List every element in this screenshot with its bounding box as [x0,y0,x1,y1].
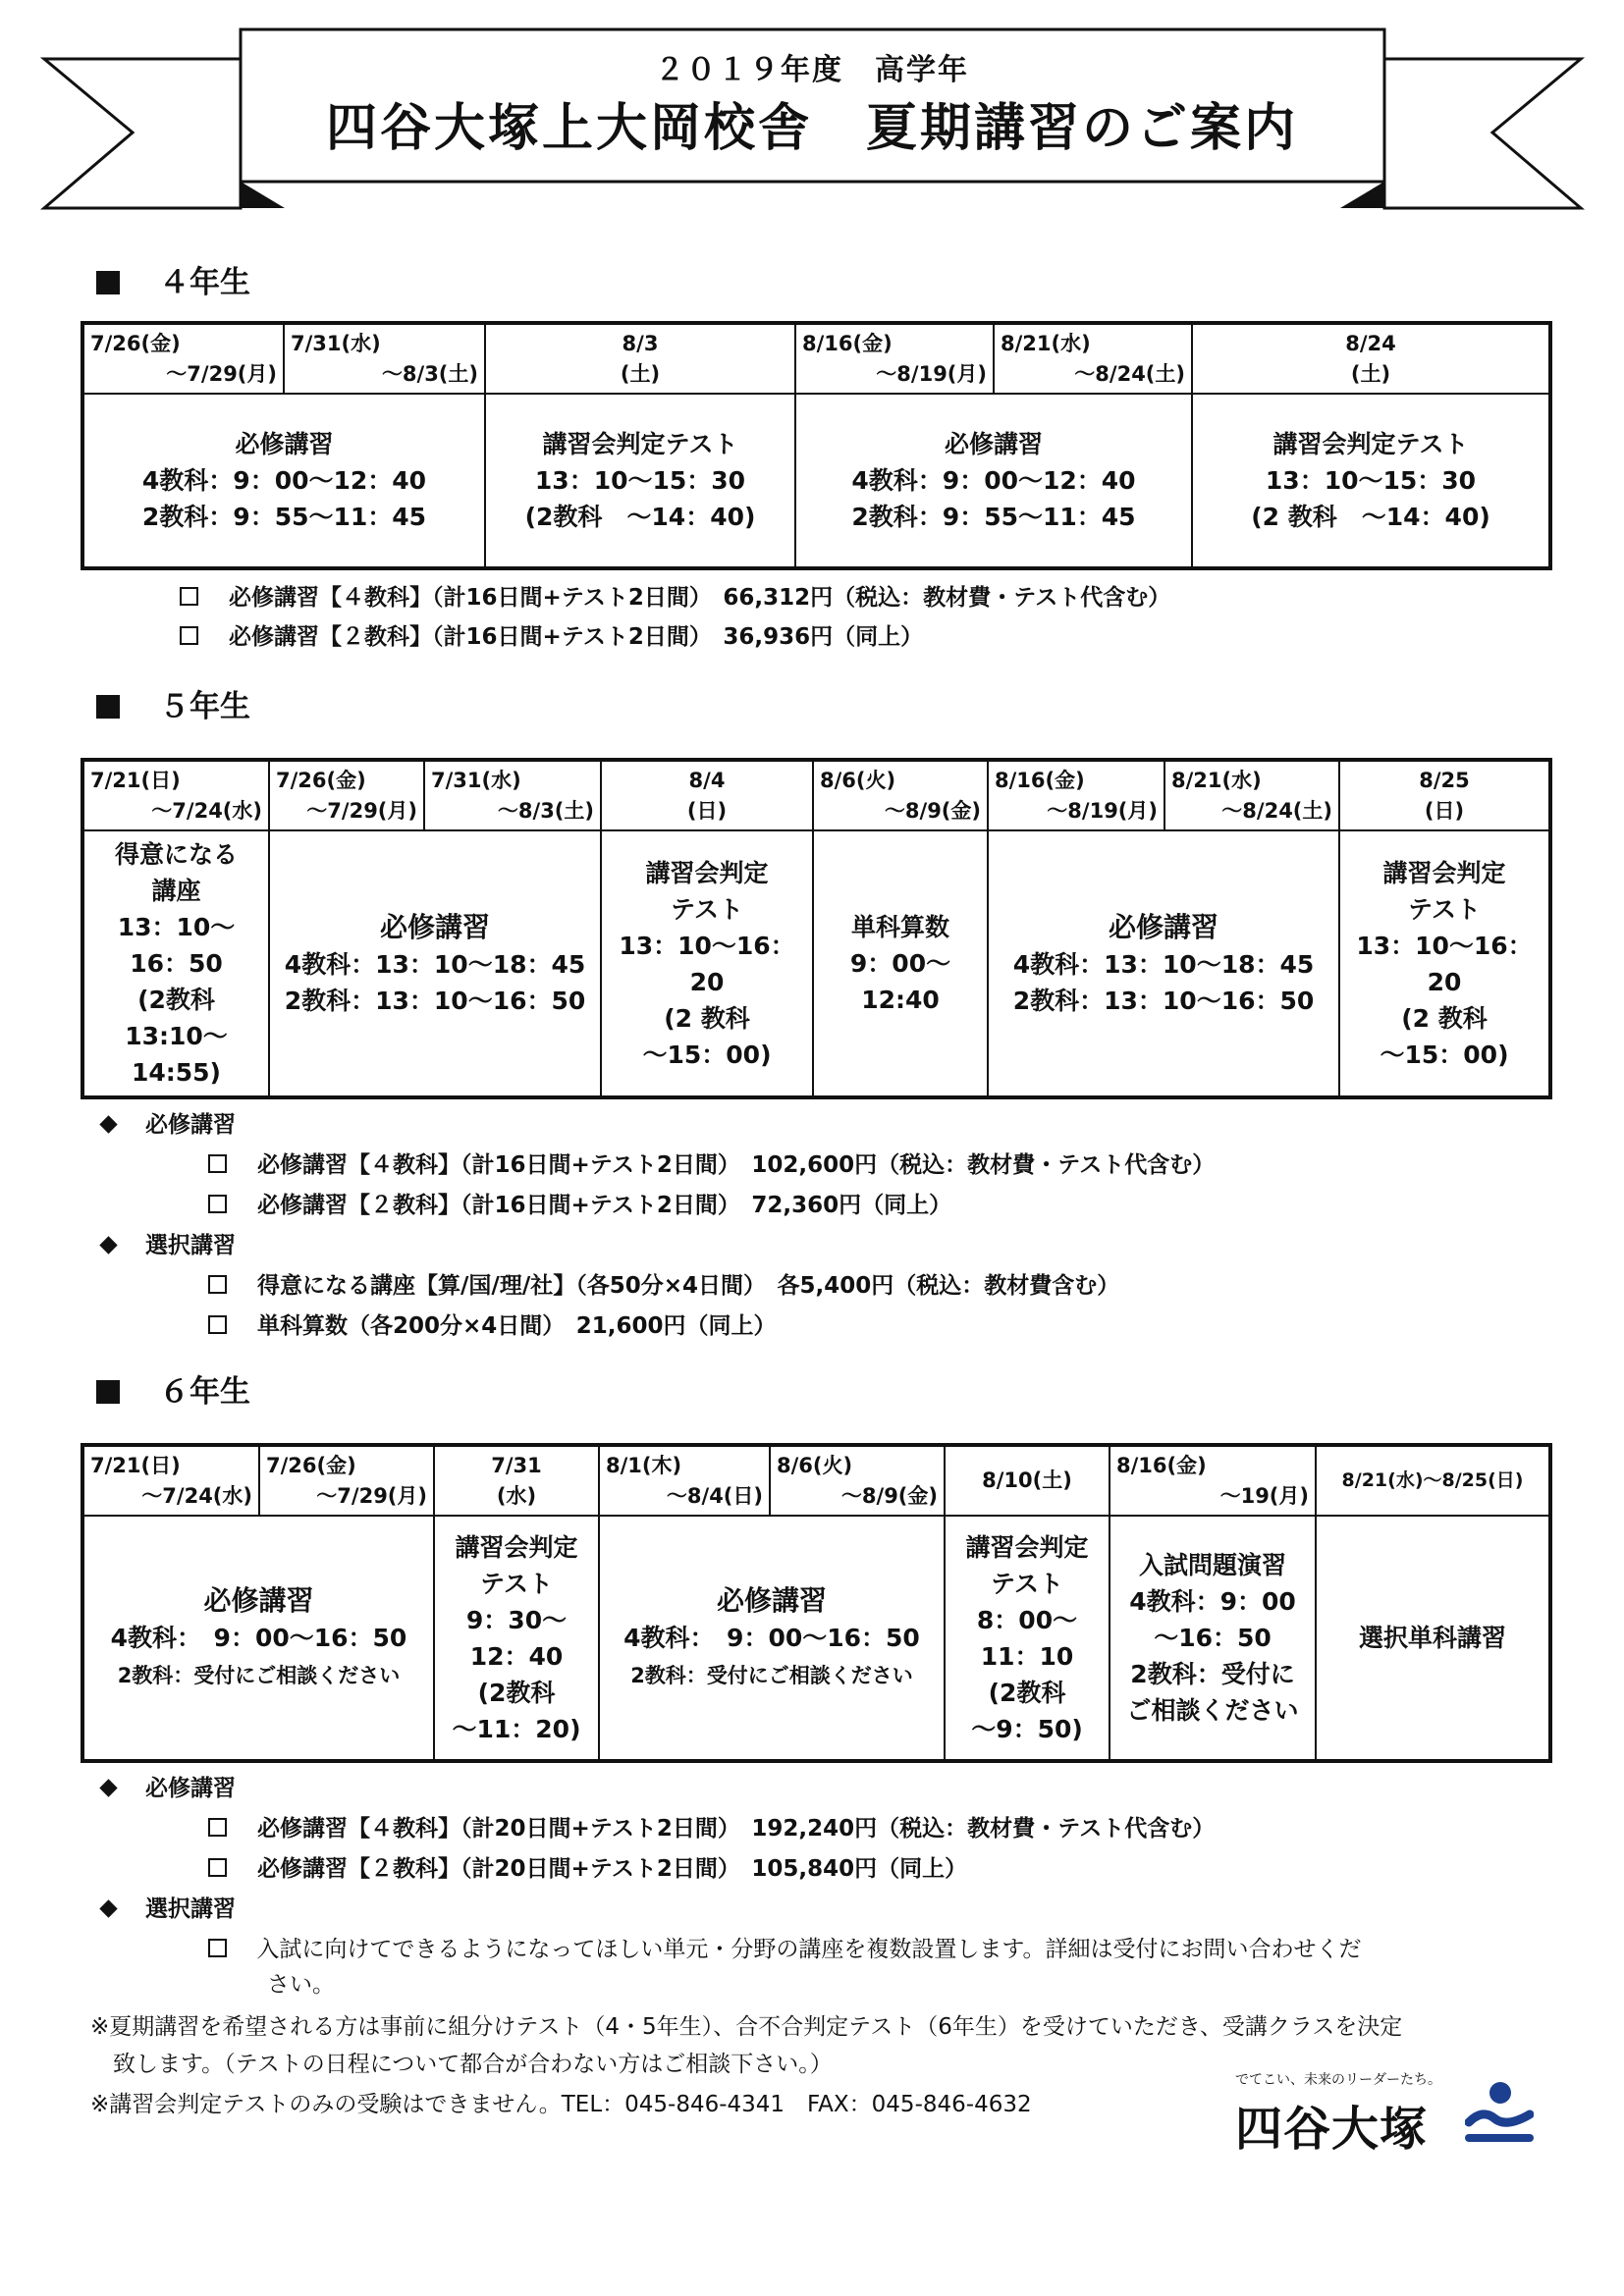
date-cell: 8/10(土) [945,1445,1110,1516]
checkbox-square-icon [180,626,198,645]
course-block: 講習会判定 テスト 8：00～ 11：10 (2教科 ～9：50) [945,1516,1110,1761]
date-cell: 8/6(火) ～8/9(金) [813,760,988,830]
price-note-continued: さい。 [267,1972,335,1998]
price-note: 必修講習【４教科】（計16日間+テスト2日間） 102,600円（税込：教材費・テスト代含む） [208,1150,1215,1180]
checkbox-square-icon [180,587,198,606]
date-cell: 7/26(金) ～7/29(月) [82,323,284,394]
course-block: 入試問題演習 4教科：9：00 ～16：50 2教科：受付に ご相談ください [1110,1516,1316,1761]
date-row [82,1445,1550,1516]
date-cell: 8/24 (土) [1192,323,1550,394]
course-block: 講習会判定テスト 13：10～15：30 (2 教科 ～14：40) [1192,394,1550,568]
course-block: 必修講習 4教科： 9：00～16：50 2教科：受付にご相談ください [599,1516,945,1761]
date-cell: 8/6(火) ～8/9(金) [770,1445,945,1516]
course-block: 必修講習 4教科：9：00～12：40 2教科：9：55～11：45 [795,394,1192,568]
grade5-heading: ５年生 [96,681,250,725]
diamond-bullet-icon [99,1236,117,1254]
date-cell: 8/3 (土) [485,323,795,394]
price-note: 必修講習【４教科】（計16日間+テスト2日間） 66,312円（税込：教材費・テスト代含む） [180,583,1170,613]
price-note: 入試に向けてできるようになってほしい単元・分野の講座を複数設置します。詳細は受付にお問い合わせくだ [208,1935,1361,1964]
course-row [82,1516,1550,1761]
checkbox-square-icon [208,1315,227,1334]
date-cell: 8/21(水) ～8/24(土) [994,323,1192,394]
date-cell: 8/21(水)～8/25(日) [1316,1445,1550,1516]
section-label: 必修講習 [98,1110,236,1140]
date-cell: 7/31(水) ～8/3(土) [424,760,601,830]
date-row [82,323,1550,394]
grade6-heading: ６年生 [96,1366,250,1411]
course-row [82,830,1550,1097]
checkbox-square-icon [208,1154,227,1173]
footer-note: ※夏期講習を希望される方は事前に組分けテスト（4・5年生）、合不合判定テスト（6年生）を受けていただき、受講クラスを決定 [90,2014,1403,2040]
diamond-bullet-icon [99,1779,117,1796]
date-cell: 8/21(水) ～8/24(土) [1164,760,1339,830]
checkbox-square-icon [208,1275,227,1294]
course-block: 必修講習 4教科：13：10～18：45 2教科：13：10～16：50 [988,830,1339,1097]
course-block: 得意になる 講座 13：10～ 16：50 (2教科 13:10～ 14:55) [82,830,269,1097]
date-cell: 8/16(金) ～8/19(月) [988,760,1164,830]
banner-subtitle: ２０１９年度 高学年 [655,53,969,87]
grade4-heading: ４年生 [96,257,250,301]
square-bullet-icon [96,1380,120,1404]
section-label: 選択講習 [98,1895,236,1924]
date-cell: 7/31 (水) [434,1445,599,1516]
date-cell: 8/16(金) ～19(月) [1110,1445,1316,1516]
checkbox-square-icon [208,1939,227,1957]
price-note: 必修講習【２教科】（計16日間+テスト2日間） 36,936円（同上） [180,622,923,652]
course-row [82,394,1550,568]
course-block: 単科算数 9：00～ 12:40 [813,830,988,1097]
diamond-bullet-icon [99,1899,117,1917]
date-cell: 8/1(木) ～8/4(日) [599,1445,770,1516]
course-block: 講習会判定テスト 13：10～15：30 (2教科 ～14：40) [485,394,795,568]
course-block: 必修講習 4教科： 9：00～16：50 2教科：受付にご相談ください [82,1516,434,1761]
date-cell: 8/25 (日) [1339,760,1550,830]
price-note: 必修講習【４教科】（計20日間+テスト2日間） 192,240円（税込：教材費・テスト代含む） [208,1814,1215,1843]
course-block: 講習会判定 テスト 13：10～16：20 (2 教科 ～15：00) [601,830,813,1097]
banner-title: 四谷大塚上大岡校舎 夏期講習のご案内 [325,99,1298,158]
date-cell: 7/21(日) ～7/24(水) [82,760,269,830]
price-note: 必修講習【２教科】（計20日間+テスト2日間） 105,840円（同上） [208,1854,967,1884]
grade4-schedule-table [81,321,1552,570]
date-cell: 7/21(日) ～7/24(水) [82,1445,259,1516]
square-bullet-icon [96,695,120,719]
course-block: 必修講習 4教科：13：10～18：45 2教科：13：10～16：50 [269,830,601,1097]
footer-note: 致します。（テストの日程について都合が合わない方はご相談下さい。） [90,2052,833,2077]
section-label: 必修講習 [98,1774,236,1803]
price-note: 得意になる講座【算/国/理/社】（各50分×4日間） 各5,400円（税込：教材費含む） [208,1271,1119,1301]
course-block: 必修講習 4教科：9：00～12：40 2教科：9：55～11：45 [82,394,485,568]
date-cell: 7/26(金) ～7/29(月) [259,1445,434,1516]
date-cell: 8/16(金) ～8/19(月) [795,323,994,394]
checkbox-square-icon [208,1818,227,1837]
section-label: 選択講習 [98,1231,236,1260]
yotsuya-logo-mark-icon [1465,2079,1534,2144]
course-block: 選択単科講習 [1316,1516,1550,1761]
date-row [82,760,1550,830]
logo-tagline: でてこい、未来のリーダーたち。 [1235,2072,1441,2088]
date-cell: 7/26(金) ～7/29(月) [269,760,424,830]
date-cell: 7/31(水) ～8/3(土) [284,323,485,394]
checkbox-square-icon [208,1195,227,1213]
checkbox-square-icon [208,1858,227,1877]
grade6-schedule-table [81,1443,1552,1763]
square-bullet-icon [96,271,120,294]
grade5-schedule-table [81,758,1552,1099]
price-note: 単科算数（各200分×4日間） 21,600円（同上） [208,1311,777,1341]
footer-contact: ※講習会判定テストのみの受験はできません。TEL：045-846-4341 FAX：045-846-4632 [90,2092,1032,2117]
course-block: 講習会判定 テスト 9：30～ 12：40 (2教科 ～11：20) [434,1516,599,1761]
diamond-bullet-icon [99,1115,117,1133]
price-note: 必修講習【２教科】（計16日間+テスト2日間） 72,360円（同上） [208,1191,951,1220]
logo-name: 四谷大塚 [1235,2102,1429,2157]
date-cell: 8/4 (日) [601,760,813,830]
course-block: 講習会判定 テスト 13：10～16：20 (2 教科 ～15：00) [1339,830,1550,1097]
